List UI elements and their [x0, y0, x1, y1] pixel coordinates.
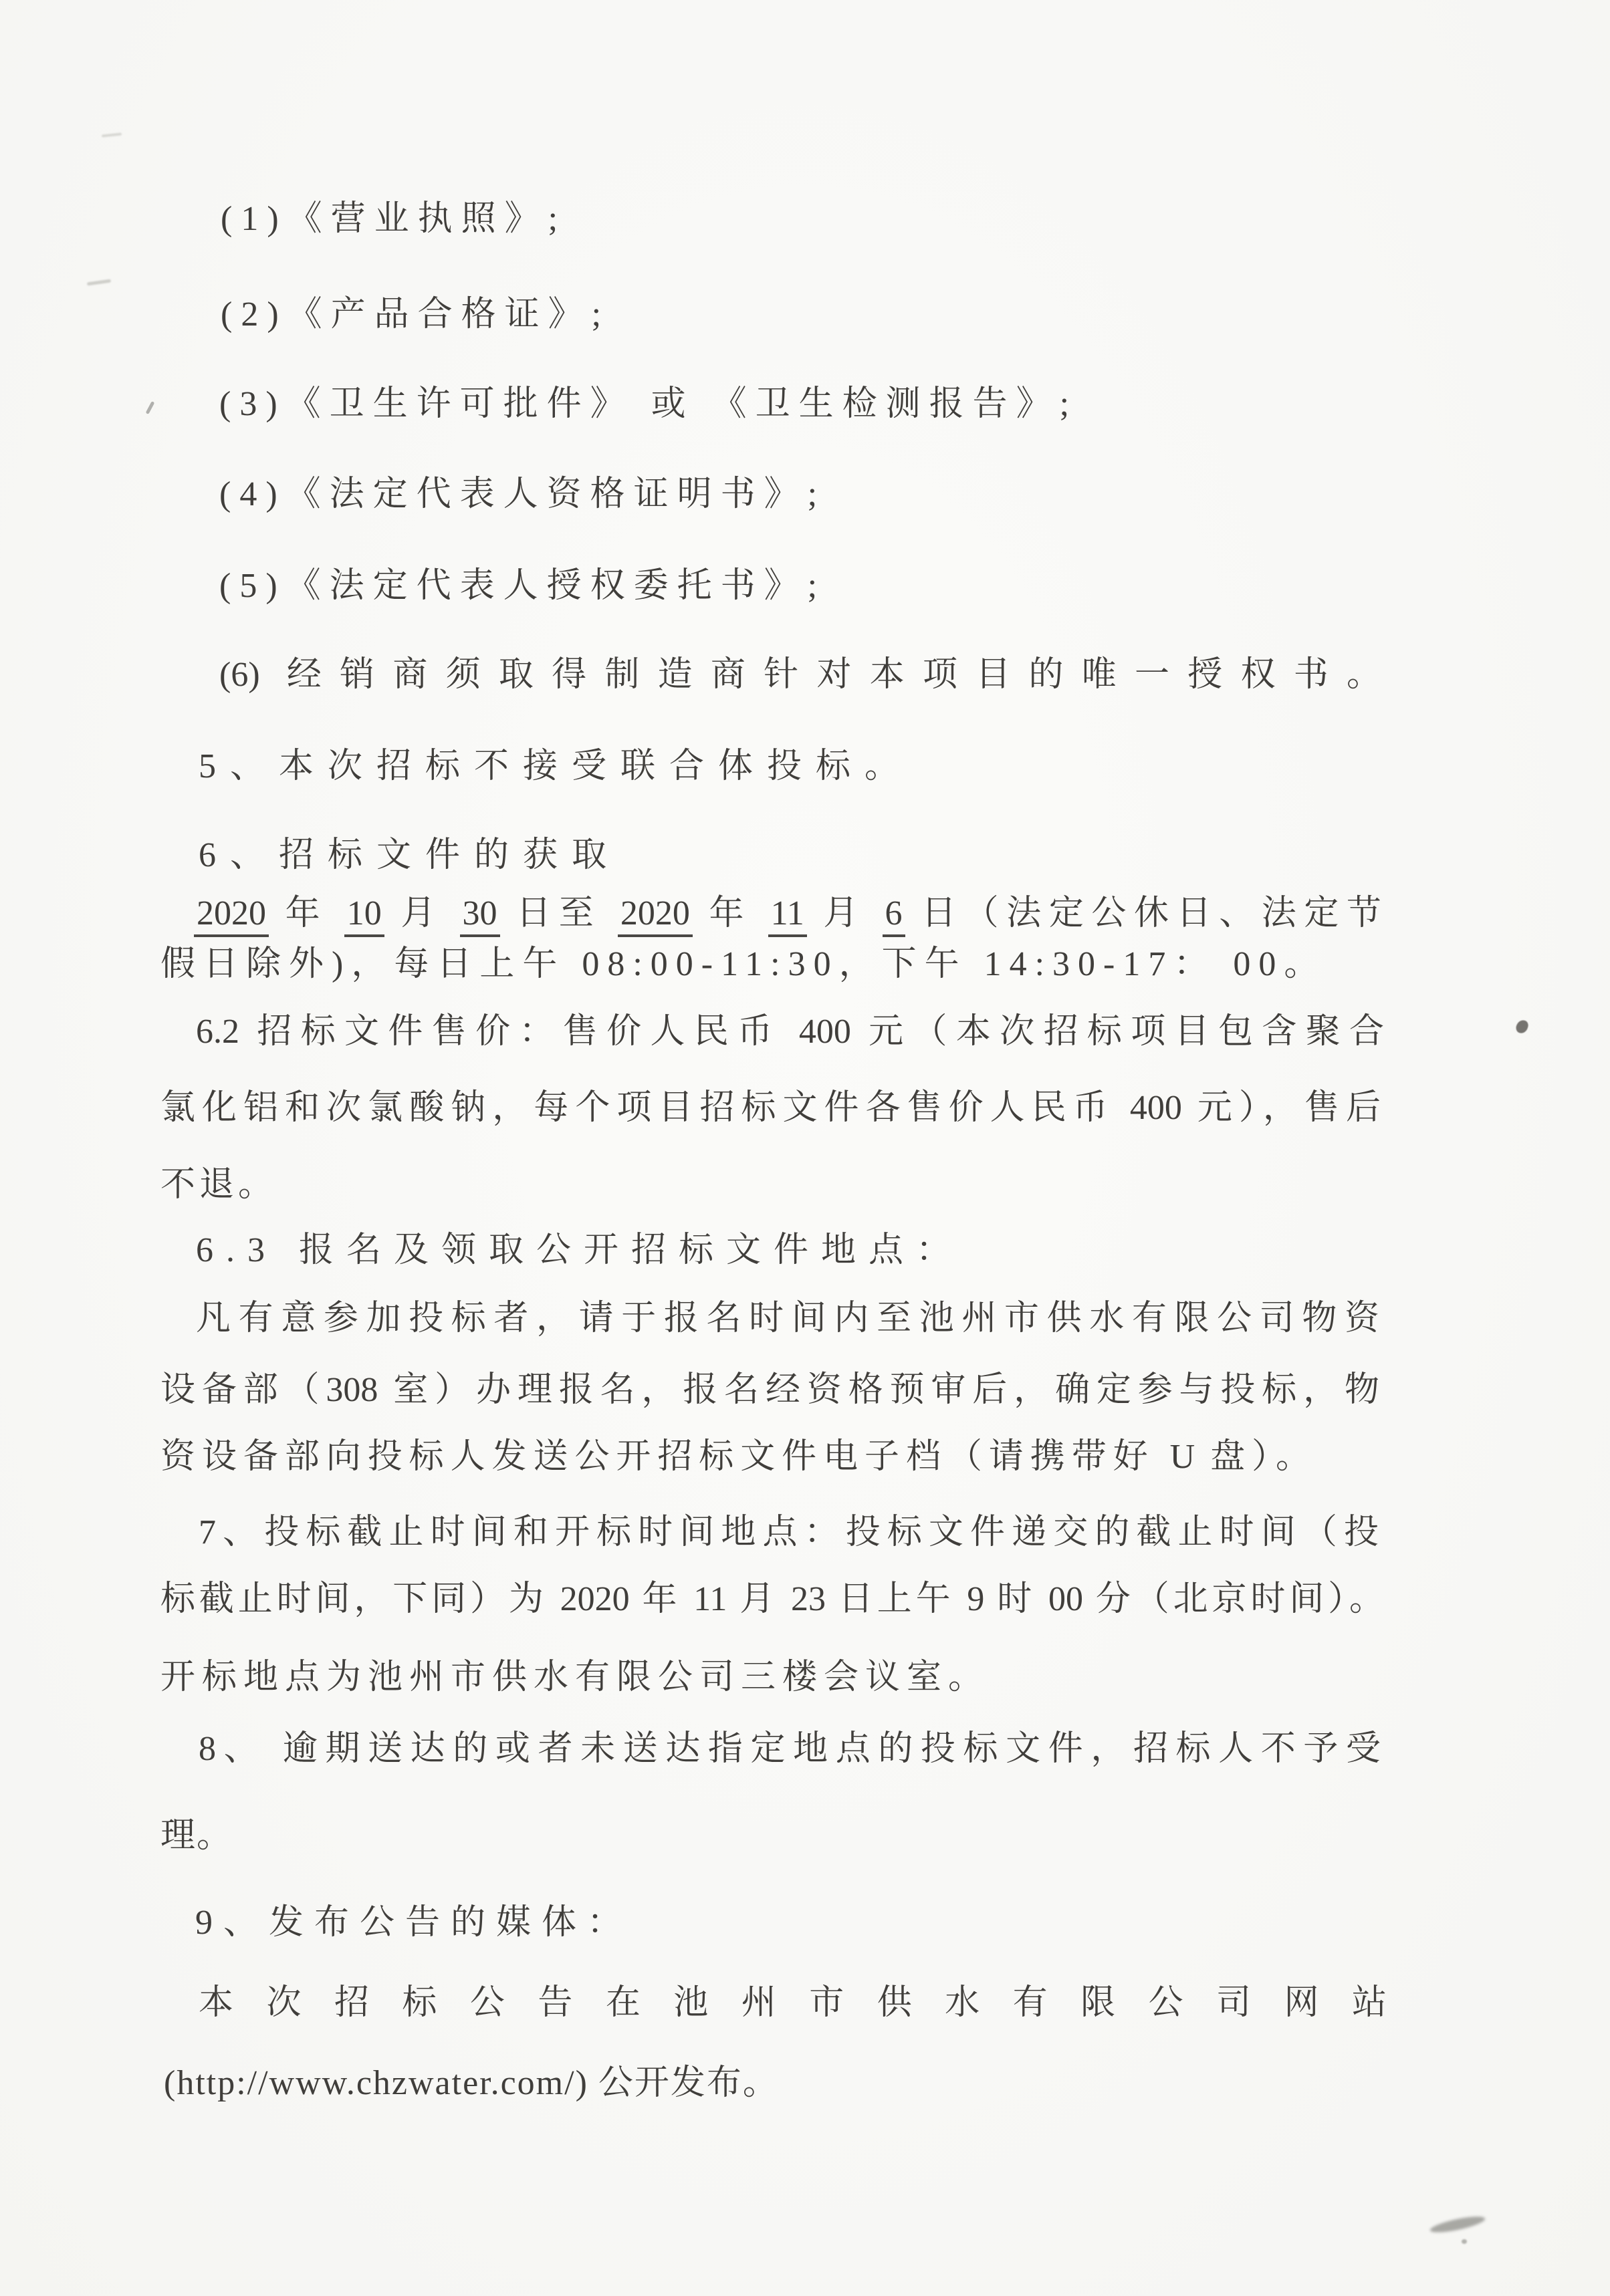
list-item-business-license: (1)《营业执照》;	[221, 200, 567, 238]
date-start-year: 2020	[194, 894, 269, 937]
clause-9-url-line: (http://www.chzwater.com/) 公开发布。	[164, 2064, 779, 2102]
clause-6-3-paragraph-line-2: 设备部（308 室）办理报名，报名经资格预审后，确定参与投标，物	[160, 1371, 1379, 1409]
clause-7-deadline-line-2: 标截止时间，下同）为 2020 年 11 月 23 日上午 9 时 00 分（北京时间）。	[160, 1580, 1384, 1618]
date-sep-month-2: 月	[806, 894, 883, 932]
clause-6-document-acquisition-heading: 6、招标文件的获取	[199, 836, 621, 874]
list-item-legal-rep-authorization: (5)《法定代表人授权委托书》;	[219, 567, 826, 605]
date-range-line	[194, 892, 1381, 936]
clause-6-2-price-line-3: 不退。	[160, 1166, 277, 1204]
ink-speck-right-margin	[1514, 1019, 1529, 1035]
date-sep-year-1: 年	[269, 894, 344, 932]
clause-6-3-paragraph-line-3: 资设备部向投标人发送公开招标文件电子档（请携带好 U 盘）。	[160, 1438, 1310, 1476]
ink-dot-bottom-right	[1462, 2239, 1467, 2244]
clause-9-media-heading: 9、发布公告的媒体：	[195, 1904, 633, 1942]
date-end-day: 6	[883, 894, 905, 937]
list-item-hygiene-permit: (3)《卫生许可批件》 或 《卫生检测报告》;	[219, 385, 1078, 423]
clause-8-late-delivery-line-2: 理。	[160, 1817, 233, 1855]
list-item-legal-rep-certificate: (4)《法定代表人资格证明书》;	[219, 475, 826, 513]
date-sep-month-1: 月	[384, 894, 460, 932]
list-item-dealer-authorization: (6) 经销商须取得制造商针对本项目的唯一授权书。	[219, 656, 1381, 694]
date-sep-year-2: 年	[692, 894, 768, 932]
date-sep-until: 日至	[499, 894, 618, 932]
clause-6-2-price-line-1: 6.2 招标文件售价：售价人民币 400 元（本次招标项目包含聚合	[196, 1013, 1384, 1051]
ink-smudge-bottom-right	[1429, 2213, 1486, 2235]
paper-faint-mark-left	[87, 279, 111, 286]
clause-6-3-paragraph-line-1: 凡有意参加投标者，请于报名时间内至池州市供水有限公司物资	[196, 1299, 1379, 1337]
paper-faint-mark-top-left	[102, 132, 122, 137]
date-start-month: 10	[344, 894, 384, 937]
clause-9-website-line: 本次招标公告在池州市供水有限公司网站	[199, 1984, 1387, 2022]
date-start-day: 30	[460, 894, 500, 937]
list-item-product-certificate: (2)《产品合格证》;	[221, 295, 610, 334]
clause-7-deadline-line-3: 开标地点为池州市供水有限公司三楼会议室。	[160, 1658, 990, 1696]
clause-7-deadline-line-1: 7、投标截止时间和开标时间地点：投标文件递交的截止时间（投	[199, 1513, 1379, 1551]
clause-6-2-price-line-2: 氯化铝和次氯酸钠，每个项目招标文件各售价人民币 400 元），售后	[160, 1089, 1381, 1127]
clause-5-no-consortium: 5、本次招标不接受联合体投标。	[199, 747, 914, 785]
date-tail-text: 日（法定公休日、法定节	[905, 894, 1381, 932]
ink-tick-left-margin	[146, 401, 155, 414]
clause-6-3-location-heading: 6.3 报名及领取公开招标文件地点：	[196, 1231, 964, 1269]
clause-8-late-delivery-line-1: 8、 逾期送达的或者未送达指定地点的投标文件，招标人不予受	[199, 1730, 1381, 1768]
date-end-month: 11	[768, 894, 807, 937]
date-end-year: 2020	[618, 894, 693, 937]
daily-hours-line: 假日除外)，每日上午 08:00-11:30，下午 14:30-17： 00。	[160, 945, 1327, 983]
